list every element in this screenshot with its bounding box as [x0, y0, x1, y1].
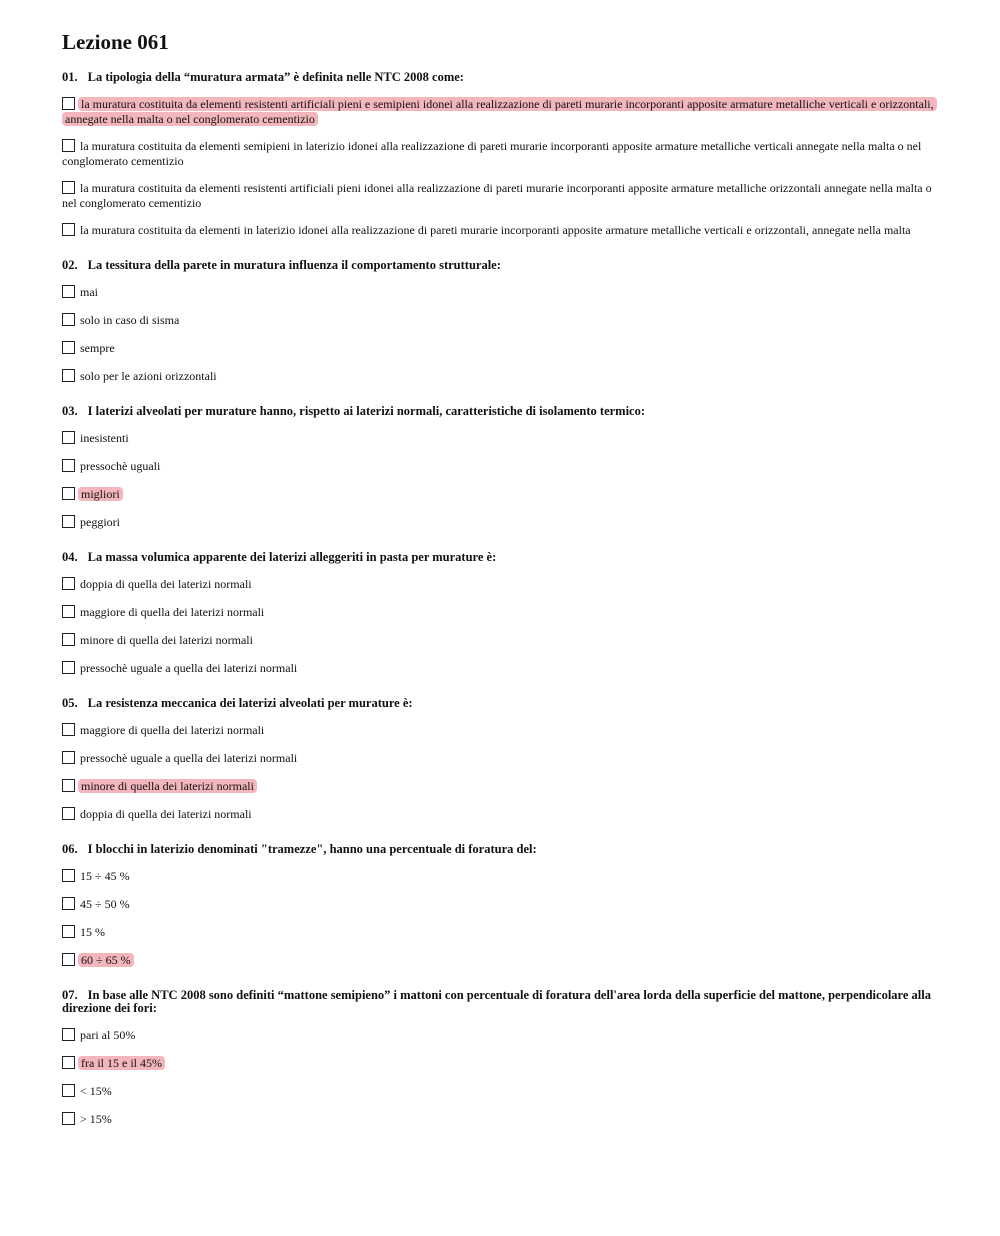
answer-option[interactable]: [62, 953, 942, 968]
question-text: [62, 405, 942, 418]
answer-option[interactable]: [62, 223, 942, 238]
question-02: [62, 259, 942, 384]
checkbox[interactable]: [62, 313, 75, 326]
checkbox[interactable]: [62, 869, 75, 882]
answer-option[interactable]: [62, 431, 942, 446]
answer-option[interactable]: [62, 633, 942, 648]
checkbox[interactable]: [62, 807, 75, 820]
answer-text: la muratura costituita da elementi resistenti artificiali pieni idonei alla realizzazione di pareti murarie incorporanti apposite armature metalliche orizzontali annegate nella malta o nel conglomerato cementizio: [62, 181, 932, 210]
checkbox[interactable]: [62, 1056, 75, 1069]
answer-option[interactable]: [62, 139, 942, 169]
question-number: 06.: [62, 842, 78, 856]
question-number: 03.: [62, 404, 78, 418]
question-03: [62, 405, 942, 530]
question-label: I laterizi alveolati per murature hanno, rispetto ai laterizi normali, caratteristiche di isolamento termico:: [87, 404, 646, 418]
checkbox[interactable]: [62, 369, 75, 382]
answer-option[interactable]: [62, 869, 942, 884]
question-label: La tipologia della “muratura armata” è definita nelle NTC 2008 come:: [87, 70, 464, 84]
question-07: [62, 989, 942, 1127]
question-text: [62, 71, 942, 84]
checkbox[interactable]: [62, 633, 75, 646]
question-01: [62, 71, 942, 238]
answer-option[interactable]: [62, 313, 942, 328]
answer-option[interactable]: [62, 605, 942, 620]
answer-option[interactable]: [62, 515, 942, 530]
question-05: [62, 697, 942, 822]
answer-option[interactable]: [62, 723, 942, 738]
checkbox[interactable]: [62, 1028, 75, 1041]
checkbox[interactable]: [62, 431, 75, 444]
answer-option[interactable]: [62, 97, 942, 127]
answer-option[interactable]: [62, 807, 942, 822]
checkbox[interactable]: [62, 1112, 75, 1125]
question-text: [62, 843, 942, 856]
question-06: [62, 843, 942, 968]
question-label: La resistenza meccanica dei laterizi alveolati per murature è:: [87, 696, 413, 710]
answer-option[interactable]: [62, 1056, 942, 1071]
answer-option[interactable]: [62, 285, 942, 300]
answer-option[interactable]: [62, 577, 942, 592]
checkbox[interactable]: [62, 181, 75, 194]
answer-option[interactable]: [62, 487, 942, 502]
answer-option[interactable]: [62, 341, 942, 356]
answer-option[interactable]: [62, 897, 942, 912]
answer-text: la muratura costituita da elementi resistenti artificiali pieni e semipieni idonei alla realizzazione di pareti murarie incorporanti apposite armature metalliche verticali e orizzontali, annegate nella malta o nel conglomerato cementizio: [62, 97, 937, 126]
answer-text: < 15%: [80, 1084, 112, 1098]
checkbox[interactable]: [62, 341, 75, 354]
answer-text: peggiori: [80, 515, 120, 529]
question-text: [62, 259, 942, 272]
checkbox[interactable]: [62, 751, 75, 764]
answer-option[interactable]: [62, 925, 942, 940]
answer-text: > 15%: [80, 1112, 112, 1126]
question-label: La tessitura della parete in muratura influenza il comportamento strutturale:: [87, 258, 501, 272]
answer-text: la muratura costituita da elementi in laterizio idonei alla realizzazione di pareti murarie incorporanti apposite armature metalliche verticali e orizzontali, annegate nella malta: [80, 223, 911, 237]
answer-text: pari al 50%: [80, 1028, 136, 1042]
checkbox[interactable]: [62, 139, 75, 152]
answer-text: solo per le azioni orizzontali: [80, 369, 217, 383]
question-label: I blocchi in laterizio denominati "tramezze", hanno una percentuale di foratura del:: [87, 842, 537, 856]
answer-text: pressochè uguali: [80, 459, 161, 473]
question-04: [62, 551, 942, 676]
answer-option[interactable]: [62, 1084, 942, 1099]
answer-text: 60 ÷ 65 %: [78, 953, 134, 967]
answer-text: maggiore di quella dei laterizi normali: [80, 605, 265, 619]
answer-text: inesistenti: [80, 431, 129, 445]
question-text: [62, 989, 942, 1015]
question-label: In base alle NTC 2008 sono definiti “mattone semipieno” i mattoni con percentuale di foratura dell'area lorda della superficie del mattone, perpendicolare alla direzione dei fori:: [62, 988, 931, 1015]
answer-text: mai: [80, 285, 98, 299]
answer-option[interactable]: [62, 1028, 942, 1043]
answer-text: migliori: [78, 487, 123, 501]
question-text: [62, 697, 942, 710]
answer-option[interactable]: [62, 369, 942, 384]
answer-text: doppia di quella dei laterizi normali: [80, 577, 252, 591]
checkbox[interactable]: [62, 953, 75, 966]
checkbox[interactable]: [62, 925, 75, 938]
answer-option[interactable]: [62, 181, 942, 211]
checkbox[interactable]: [62, 459, 75, 472]
checkbox[interactable]: [62, 897, 75, 910]
answer-text: fra il 15 e il 45%: [78, 1056, 165, 1070]
answer-option[interactable]: [62, 661, 942, 676]
checkbox[interactable]: [62, 1084, 75, 1097]
checkbox[interactable]: [62, 723, 75, 736]
answer-option[interactable]: [62, 751, 942, 766]
answer-text: doppia di quella dei laterizi normali: [80, 807, 252, 821]
answer-text: maggiore di quella dei laterizi normali: [80, 723, 265, 737]
checkbox[interactable]: [62, 605, 75, 618]
answer-option[interactable]: [62, 1112, 942, 1127]
question-label: La massa volumica apparente dei laterizi alleggeriti in pasta per murature è:: [87, 550, 497, 564]
answer-option[interactable]: [62, 779, 942, 794]
answer-text: sempre: [80, 341, 115, 355]
answer-text: minore di quella dei laterizi normali: [78, 779, 257, 793]
checkbox[interactable]: [62, 515, 75, 528]
answer-option[interactable]: [62, 459, 942, 474]
answer-text: la muratura costituita da elementi semipieni in laterizio idonei alla realizzazione di pareti murarie incorporanti apposite armature metalliche verticali annegate nella malta o nel conglomerato cementizio: [62, 139, 922, 168]
answer-text: pressochè uguale a quella dei laterizi normali: [80, 661, 298, 675]
answer-text: 15 %: [80, 925, 105, 939]
checkbox[interactable]: [62, 661, 75, 674]
answer-text: solo in caso di sisma: [80, 313, 180, 327]
answer-text: pressochè uguale a quella dei laterizi normali: [80, 751, 298, 765]
question-number: 05.: [62, 696, 78, 710]
question-text: [62, 551, 942, 564]
page-title: Lezione 061: [62, 30, 169, 54]
question-number: 01.: [62, 70, 78, 84]
checkbox[interactable]: [62, 97, 75, 110]
answer-text: minore di quella dei laterizi normali: [80, 633, 253, 647]
question-number: 07.: [62, 988, 78, 1002]
checkbox[interactable]: [62, 487, 75, 500]
checkbox[interactable]: [62, 577, 75, 590]
checkbox[interactable]: [62, 779, 75, 792]
checkbox[interactable]: [62, 285, 75, 298]
question-number: 02.: [62, 258, 78, 272]
answer-text: 45 ÷ 50 %: [80, 897, 130, 911]
question-number: 04.: [62, 550, 78, 564]
answer-text: 15 ÷ 45 %: [80, 869, 130, 883]
checkbox[interactable]: [62, 223, 75, 236]
